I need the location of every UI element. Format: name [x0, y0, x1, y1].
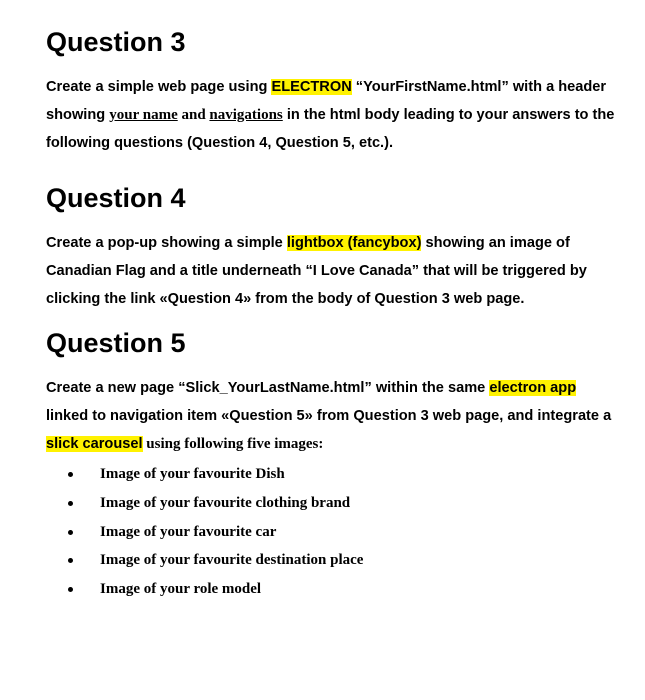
- q3-underline-navigations: navigations: [209, 107, 283, 123]
- q3-highlight-electron: ELECTRON: [271, 79, 352, 95]
- list-item-text: Image of your favourite Dish: [100, 466, 285, 482]
- question-3-heading: Question 3: [46, 27, 186, 57]
- q5-highlight-electron-app: electron app: [489, 380, 577, 396]
- q5-highlight-slick-carousel: slick carousel: [46, 436, 143, 452]
- question-4-heading: Question 4: [46, 183, 186, 213]
- q4-highlight-lightbox: lightbox (fancybox): [286, 235, 422, 251]
- q4-text-1: Create a pop-up showing a simple: [46, 235, 287, 251]
- q5-text-3: using following five images:: [142, 436, 324, 452]
- bullet-icon: [68, 587, 73, 592]
- list-item-text: Image of your favourite car: [100, 523, 277, 540]
- question-5-heading: Question 5: [46, 328, 186, 358]
- question-5-text: [46, 374, 621, 458]
- question-3-text: [46, 73, 621, 157]
- q3-text-3: in the html body leading to your answers to the following questions (Question 4, Question 5, etc.).: [46, 107, 615, 151]
- bullet-icon: [68, 501, 73, 506]
- list-item-text: Image of your favourite destination place: [100, 552, 364, 569]
- q5-text-2: linked to navigation item «Question 5» from Question 3 web page, and integrate a: [46, 408, 612, 424]
- list-item-text: Image of your role model: [100, 581, 262, 598]
- bullet-icon: [68, 472, 73, 477]
- q5-text-1: Create a new page “Slick_YourLastName.html” within the same: [46, 380, 490, 396]
- bullet-icon: [68, 558, 73, 563]
- q3-underline-your-name: your name: [109, 107, 178, 123]
- q3-text-2: “YourFirstName.html” with a header showing: [46, 79, 607, 123]
- list-item-text: Image of your favourite clothing brand: [100, 494, 351, 511]
- q3-text-and: and: [177, 107, 210, 123]
- q4-text-2: showing an image of Canadian Flag and a title underneath “I Love Canada” that will be triggered by clicking the link «Question 4» from the body of Question 3 web page.: [46, 235, 587, 307]
- bullet-icon: [68, 530, 73, 535]
- question-4-text: [46, 229, 621, 313]
- q3-text-1: Create a simple web page using: [46, 79, 272, 95]
